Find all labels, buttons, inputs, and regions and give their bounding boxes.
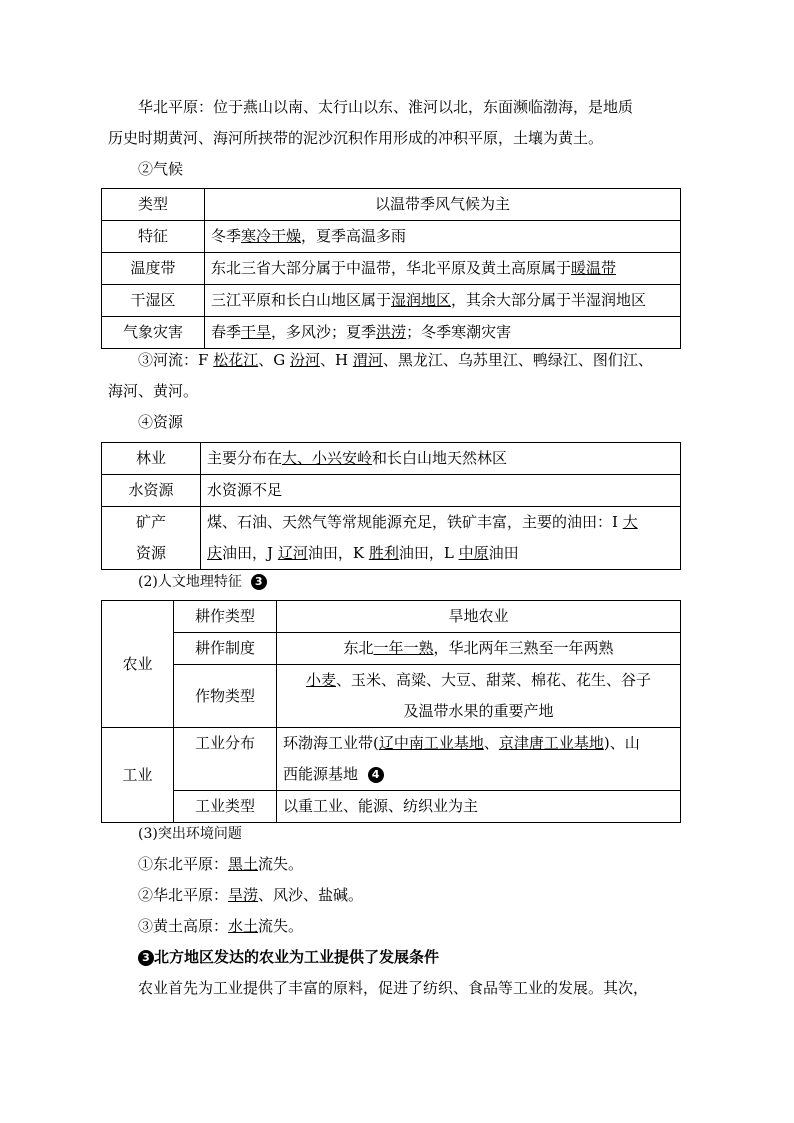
intro-line-1: 华北平原：位于燕山以南、太行山以东、淮河以北，东面濒临渤海，是地质 [138,98,634,116]
ind-dist-value: 环渤海工业带(辽中南工业基地、京津唐工业基地)、山 西能源基地 4 [277,728,681,791]
climate-moist-value: 三江平原和长白山地区属于湿润地区，其余大部分属于半湿润地区 [205,285,681,317]
water-label: 水资源 [102,475,201,507]
mineral-label: 矿产 资源 [102,507,201,570]
env-heading: (3)突出环境问题 [138,826,242,842]
farm-type-value: 旱地农业 [277,601,681,633]
table-row [102,475,681,507]
table-row [102,443,681,475]
farm-system-label: 耕作制度 [174,633,277,665]
human-heading: (2)人文地理特征 3 [138,567,712,598]
climate-temp-value: 东北三省大部分属于中温带，华北平原及黄土高原属于暖温带 [205,253,681,285]
crop-value-2: 及温带水果的重要产地 [277,696,681,728]
climate-temp-label: 温度带 [102,253,205,285]
badge-4-icon: 4 [368,767,384,783]
rivers-line-2: 海河、黄河。 [108,382,199,400]
ind-label: 工业 [102,728,174,823]
climate-heading: ②气候 [138,160,184,178]
climate-table [101,188,681,349]
human-table [101,600,681,823]
resources-table [101,442,681,570]
resources-heading: ④资源 [138,413,184,431]
ind-type-label: 工业类型 [174,791,277,823]
climate-feature-value: 冬季寒冷干燥，夏季高温多雨 [205,221,681,253]
badge-3-icon: 3 [138,950,154,966]
env-item-1: ①东北平原：黑土流失。 [138,855,304,873]
table-row [102,791,681,823]
climate-disaster-value: 春季干旱，多风沙；夏季洪涝；冬季寒潮灾害 [205,317,681,349]
table-row [102,317,681,349]
badge-3-icon: 3 [251,574,267,590]
intro-line-2: 历史时期黄河、海河所挟带的泥沙沉积作用形成的冲积平原，土壤为黄土。 [108,129,604,147]
climate-type-value: 以温带季风气候为主 [205,189,681,221]
mineral-value: 煤、石油、天然气等常规能源充足，铁矿丰富，主要的油田：I 大 庆油田，J 辽河油田，K 胜利油田，L 中原油田 [201,507,681,570]
table-row [102,665,681,697]
table-row [102,285,681,317]
climate-moist-label: 干湿区 [102,285,205,317]
env-item-2: ②华北平原：旱涝、风沙、盐碱。 [138,886,364,904]
ind-dist-label: 工业分布 [174,728,277,791]
crop-label: 作物类型 [174,665,277,728]
table-row [102,507,681,570]
climate-type-label: 类型 [102,189,205,221]
table-row [102,253,681,285]
water-value: 水资源不足 [201,475,681,507]
farm-type-label: 耕作类型 [174,601,277,633]
table-row [102,221,681,253]
table-row [102,633,681,665]
farm-system-value: 东北一年一熟，华北两年三熟至一年两熟 [277,633,681,665]
table-row [102,728,681,791]
table-row [102,601,681,633]
env-item-3: ③黄土高原：水土流失。 [138,917,304,935]
agri-label: 农业 [102,601,174,728]
ind-type-value: 以重工业、能源、纺织业为主 [277,791,681,823]
climate-feature-label: 特征 [102,221,205,253]
climate-disaster-label: 气象灾害 [102,317,205,349]
table-row [102,189,681,221]
crop-value-1: 小麦、玉米、高粱、大豆、甜菜、棉花、花生、谷子 [277,665,681,697]
note-body: 农业首先为工业提供了丰富的原料，促进了纺织、食品等工业的发展。其次， [138,979,649,997]
rivers-line-1: ③河流：F 松花江、G 汾河、H 渭河、黑龙江、乌苏里江、鸭绿江、图们江、 [138,351,653,369]
note-title: 3 北方地区发达的农业为工业提供了发展条件 [138,942,712,973]
forest-label: 林业 [102,443,201,475]
forest-value: 主要分布在大、小兴安岭和长白山地天然林区 [201,443,681,475]
